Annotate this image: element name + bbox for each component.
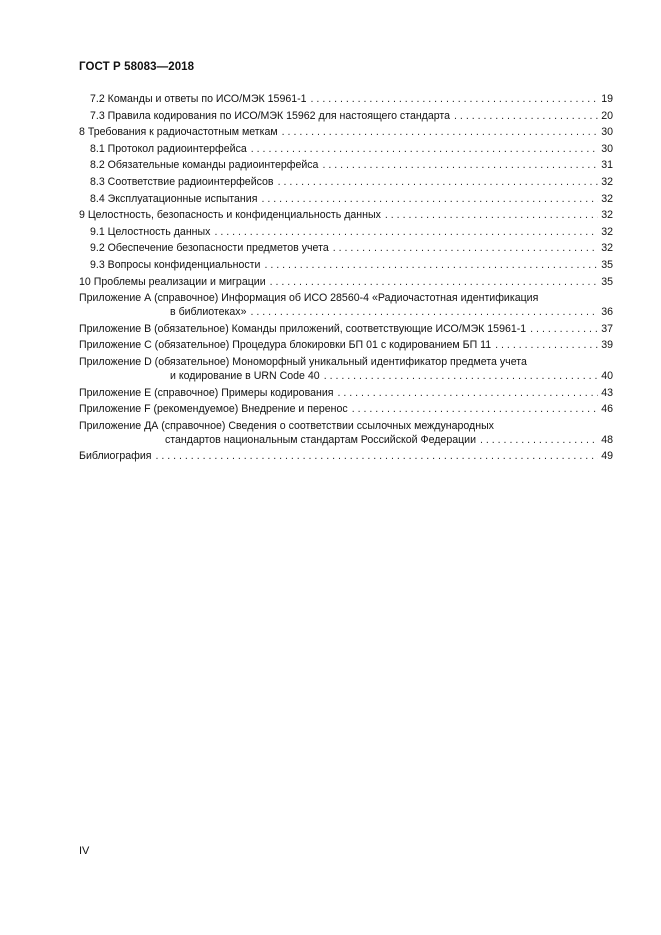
toc-leader-dots [270, 275, 599, 289]
toc-entry-9-1[interactable] [79, 225, 613, 239]
toc-entry-label-line2: в библиотеках» [170, 306, 247, 319]
toc-entry-8-3[interactable] [79, 175, 613, 189]
toc-entry-8-4[interactable] [79, 192, 613, 206]
toc-leader-dots [264, 258, 598, 272]
toc-page-number: 35 [601, 275, 613, 288]
toc-page-number: 32 [601, 175, 613, 188]
toc-leader-dots [324, 369, 599, 383]
toc-entry-label: Приложение F (рекомендуемое) Внедрение и перенос [79, 403, 348, 416]
page-number: IV [79, 845, 90, 857]
toc-entry-label: 9.3 Вопросы конфиденциальности [90, 258, 261, 271]
toc-entry-8[interactable] [79, 125, 613, 139]
toc-leader-dots [261, 192, 598, 206]
toc-entry-label: 8.2 Обязательные команды радиоинтерфейса [90, 159, 319, 172]
toc-entry-annex-f[interactable] [79, 402, 613, 416]
toc-page-number: 37 [601, 322, 613, 335]
toc-entry-annex-a[interactable] [79, 291, 613, 319]
toc-page-number: 46 [601, 403, 613, 416]
table-of-contents [79, 92, 613, 466]
toc-entry-label-line1: Приложение ДА (справочное) Сведения о соответствии ссылочных международных [79, 419, 494, 432]
toc-entry-7-3[interactable] [79, 109, 613, 123]
toc-leader-dots [333, 241, 598, 255]
toc-page-number: 32 [601, 242, 613, 255]
toc-page-number: 32 [601, 209, 613, 222]
toc-leader-dots [251, 142, 598, 156]
toc-page-number: 30 [601, 126, 613, 139]
toc-page-number: 32 [601, 192, 613, 205]
toc-entry-label-line1: Приложение А (справочное) Информация об ИСО 28560-4 «Радиочастотная идентификация [79, 292, 539, 305]
toc-entry-label: Приложение С (обязательное) Процедура блокировки БП 01 с кодированием БП 11 [79, 339, 492, 352]
toc-leader-dots [278, 175, 599, 189]
toc-entry-annex-b[interactable] [79, 322, 613, 336]
toc-entry-label: Приложение Е (справочное) Примеры кодирования [79, 386, 334, 399]
toc-page-number: 32 [601, 225, 613, 238]
toc-leader-dots [495, 338, 598, 352]
toc-entry-label-line1: Приложение D (обязательное) Мономорфный уникальный идентификатор предмета учета [79, 355, 527, 368]
toc-entry-annex-e[interactable] [79, 386, 613, 400]
toc-entry-label: 10 Проблемы реализации и миграции [79, 275, 266, 288]
toc-entry-label: 9.2 Обеспечение безопасности предметов учета [90, 242, 329, 255]
toc-page-number: 39 [601, 339, 613, 352]
toc-leader-dots [530, 322, 598, 336]
toc-page-number: 30 [601, 142, 613, 155]
toc-entry-label: 8 Требования к радиочастотным меткам [79, 126, 278, 139]
toc-entry-label: 8.4 Эксплуатационные испытания [90, 192, 258, 205]
toc-page-number: 20 [601, 109, 613, 122]
toc-entry-label: 8.1 Протокол радиоинтерфейса [90, 142, 247, 155]
toc-entry-9[interactable] [79, 208, 613, 222]
toc-leader-dots [385, 208, 598, 222]
toc-page-number: 40 [601, 369, 613, 382]
toc-leader-dots [250, 305, 598, 319]
toc-page-number: 48 [601, 433, 613, 446]
toc-page-number: 36 [601, 306, 613, 319]
toc-entry-8-2[interactable] [79, 158, 613, 172]
toc-entry-9-3[interactable] [79, 258, 613, 272]
toc-entry-label: 7.2 Команды и ответы по ИСО/МЭК 15961-1 [90, 93, 307, 105]
toc-leader-dots [454, 109, 598, 123]
toc-entry-annex-c[interactable] [79, 338, 613, 352]
toc-leader-dots [480, 433, 598, 447]
toc-leader-dots [352, 402, 598, 416]
toc-leader-dots [155, 449, 598, 463]
toc-page-number: 35 [601, 258, 613, 271]
toc-entry-label-line2: стандартов национальным стандартам Российской Федерации [165, 433, 477, 446]
toc-leader-dots [322, 158, 598, 172]
toc-entry-10[interactable] [79, 275, 613, 289]
toc-entry-7-2[interactable] [79, 92, 613, 106]
toc-entry-8-1[interactable] [79, 142, 613, 156]
toc-leader-dots [282, 125, 599, 139]
toc-entry-label: 7.3 Правила кодирования по ИСО/МЭК 15962 для настоящего стандарта [90, 109, 451, 122]
toc-entry-bibliography[interactable] [79, 449, 613, 463]
document-header: ГОСТ Р 58083—2018 [79, 61, 195, 73]
toc-entry-label: 9.1 Целостность данных [90, 225, 211, 238]
toc-entry-label: Библиография [79, 450, 152, 463]
toc-entry-label: 8.3 Соответствие радиоинтерфейсов [90, 175, 274, 188]
toc-entry-annex-d[interactable] [79, 355, 613, 383]
toc-page-number: 43 [601, 386, 613, 399]
toc-leader-dots [311, 92, 599, 106]
toc-entry-label-line2: и кодирование в URN Code 40 [170, 369, 320, 382]
toc-leader-dots [214, 225, 598, 239]
toc-entry-label: 9 Целостность, безопасность и конфиденциальность данных [79, 209, 381, 222]
toc-page-number: 19 [601, 93, 613, 105]
toc-entry-label: Приложение В (обязательное) Команды приложений, соответствующие ИСО/МЭК 15961-1 [79, 322, 527, 335]
toc-page-number: 49 [601, 450, 613, 463]
toc-entry-annex-da[interactable] [79, 419, 613, 447]
toc-entry-9-2[interactable] [79, 241, 613, 255]
toc-page-number: 31 [601, 159, 613, 172]
toc-leader-dots [337, 386, 598, 400]
